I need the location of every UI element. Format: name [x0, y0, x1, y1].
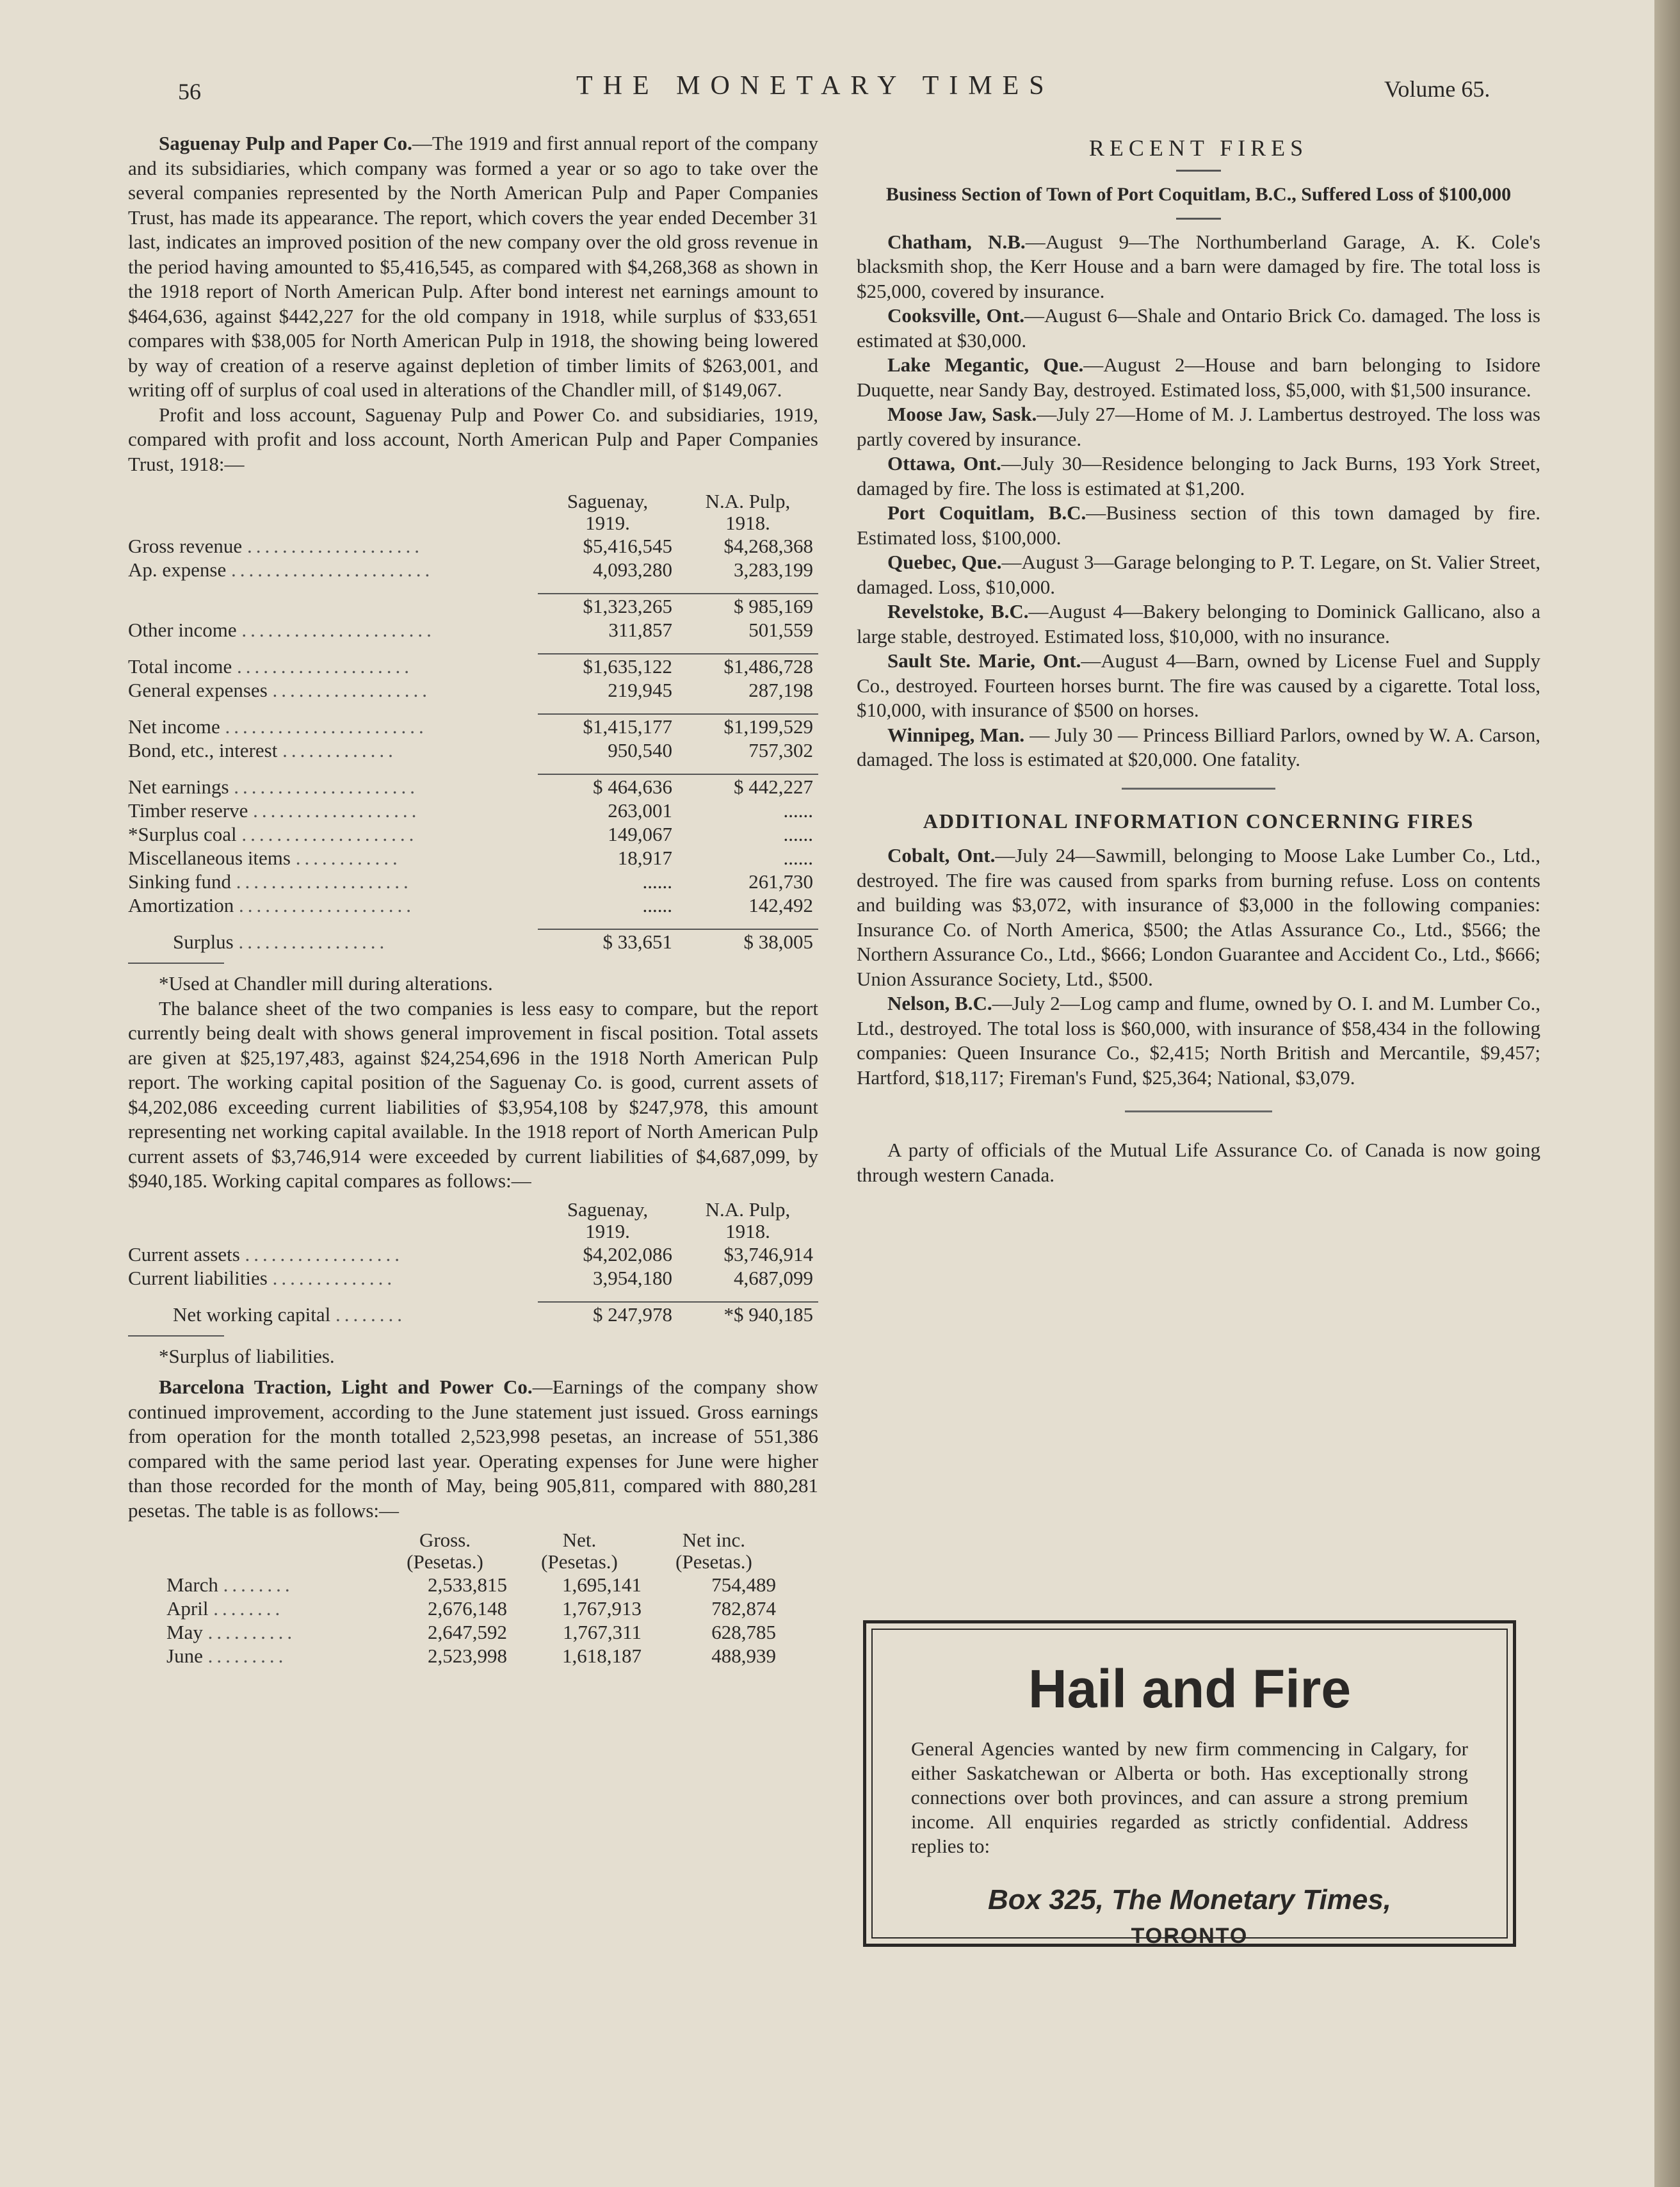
fire-item [857, 501, 1540, 550]
row-label: Total income [128, 655, 232, 678]
row-value: 1,767,311 [563, 1621, 642, 1643]
col-head: Net. [562, 1529, 597, 1551]
row-label: *Surplus coal [128, 823, 237, 845]
row-value: $3,746,914 [723, 1242, 813, 1265]
row-value: 287,198 [748, 679, 813, 701]
table-row: Net working capital ........ $ 247,978 *$ 940,185 [128, 1302, 818, 1326]
fire-place: Sault Ste. Marie, Ont. [887, 649, 1081, 672]
fire-place: Cobalt, Ont. [887, 844, 996, 866]
wc-table-head [128, 1199, 818, 1242]
profit-loss-table [128, 491, 818, 954]
row-value: 219,945 [608, 679, 672, 701]
saguenay-text: —The 1919 and first annual report of the company and its subsidiaries, which company was formed a year or so ago to take over the several companies represented by the North American Pulp and Paper Companies Trust, has made its appearance. The report, which covers the year ended December 31 last, indicates an improved position of the new company over the old gross revenue in the period having amounted to $5,416,545, as compared with $4,268,368 as shown in the 1918 report of North American Pulp. After bond interest net earnings amount to $464,636, against $442,227 for the old company in 1918, while surplus of $33,651 compares with $38,005 for North American Pulp in 1918, the showing being lowered by way of creation of a reserve against depletion of timber limits of $263,001, and writing off of surplus of coal used in alterations of the Chandler mill, of $149,067. [128, 132, 818, 401]
row-value: $4,202,086 [583, 1242, 672, 1265]
fires-subheading: Business Section of Town of Port Coquitlam, B.C., Suffered Loss of $100,000 [885, 183, 1512, 205]
row-value: $1,323,265 [538, 594, 677, 618]
right-column [857, 136, 1540, 1187]
ad-body: General Agencies wanted by new firm commencing in Calgary, for either Saskatchewan or Alberta or both. Has exceptionally strong connections over both provinces, and can assure a strong premium income. All enquiries regarded as strictly confidential. Address replies to: [911, 1737, 1468, 1857]
row-value: 782,874 [711, 1597, 776, 1620]
recent-fires-title: RECENT FIRES [1088, 135, 1309, 161]
row-label: Gross revenue [128, 535, 243, 557]
row-value: $1,199,529 [677, 714, 818, 738]
row-value: 488,939 [711, 1645, 776, 1667]
page-number: 56 [178, 79, 201, 104]
fire-item [857, 843, 1540, 991]
row-label: March [166, 1573, 218, 1596]
ad-title: Hail and Fire [1028, 1659, 1352, 1719]
fire-text: —August 3—Garage belonging to P. T. Legare, on St. Valier Street, damaged. Loss, $10,000. [857, 551, 1540, 598]
masthead: THE MONETARY TIMES [576, 71, 1054, 101]
fire-item [857, 353, 1540, 402]
row-value: $1,635,122 [538, 654, 677, 678]
row-label: April [166, 1597, 209, 1620]
col-head: Net inc. [682, 1529, 746, 1551]
row-value: 4,687,099 [734, 1266, 813, 1289]
left-column [128, 131, 818, 1668]
pl-col1-head-1: Saguenay, [567, 490, 649, 512]
fire-text: —July 27—Home of M. J. Lambertus destroyed. The loss was partly covered by insurance. [857, 403, 1541, 450]
row-value: 1,618,187 [562, 1645, 642, 1667]
working-capital-table [128, 1199, 818, 1326]
table-row: Sinking fund .................... ...... 261,730 [128, 870, 818, 893]
fire-place: Quebec, Que. [887, 551, 1002, 573]
row-value: $ 442,227 [677, 774, 818, 799]
col-head: Gross. [419, 1529, 471, 1551]
fire-item [857, 723, 1540, 772]
col-head-unit: (Pesetas.) [675, 1550, 752, 1573]
section-divider [1122, 788, 1275, 790]
row-value: $1,415,177 [538, 714, 677, 738]
fire-text: —August 4—Bakery belonging to Dominick Gallicano, also a large stable, destroyed. Estimated loss, $10,000, with no insurance. [857, 600, 1540, 647]
fire-place: Winnipeg, Man. [887, 723, 1025, 746]
table-row: Bond, etc., interest ............. 950,540 757,302 [128, 738, 818, 762]
pl-intro: Profit and loss account, Saguenay Pulp and Power Co. and subsidiaries, 1919, compared with profit and loss account, North American Pulp and Paper Companies Trust, 1918:— [128, 403, 818, 475]
pl-footnote: *Used at Chandler mill during alterations. [159, 972, 493, 995]
row-value: ...... [783, 823, 813, 845]
saguenay-heading: Saguenay Pulp and Paper Co. [159, 132, 412, 154]
fire-place: Moose Jaw, Sask. [887, 403, 1037, 425]
page-header [0, 70, 1639, 115]
table-row: Surplus ................. $ 33,651 $ 38,005 [128, 929, 818, 954]
row-value: 18,917 [617, 847, 672, 869]
row-value: 4,093,280 [593, 558, 672, 581]
row-value: 628,785 [711, 1621, 776, 1643]
row-value: 149,067 [608, 823, 672, 845]
row-value: 2,533,815 [428, 1573, 507, 1596]
barcelona-text: —Earnings of the company show continued improvement, according to the June statement just issued. Gross earnings from operation for the month totalled 2,523,998 pesetas, an increase of 551,386 compared with the same period last year. Operating expenses for June were higher than those recorded for the month of May, being 905,811, compared with 880,281 pesetas. The table is as follows:— [128, 1376, 818, 1522]
table-row: Gross revenue .................... $5,416,545 $4,268,368 [128, 534, 818, 558]
row-value: ...... [642, 870, 672, 893]
earnings-table-head [166, 1529, 781, 1573]
table-row: Total income .................... $1,635,122 $1,486,728 [128, 654, 818, 678]
row-value: $ 247,978 [538, 1302, 677, 1326]
additional-info-title: ADDITIONAL INFORMATION CONCERNING FIRES [923, 809, 1474, 833]
ad-box-address: Box 325, The Monetary Times, [987, 1884, 1392, 1915]
fire-text: —Business section of this town damaged by fire. Estimated loss, $100,000. [857, 501, 1541, 549]
volume-label: Volume 65. [1384, 76, 1490, 102]
row-value: $4,268,368 [723, 535, 813, 557]
row-label: June [166, 1645, 203, 1667]
row-label: Current assets [128, 1242, 240, 1265]
mutual-life-note: A party of officials of the Mutual Life Assurance Co. of Canada is now going through western Canada. [857, 1139, 1540, 1186]
subheading-rule [1176, 218, 1221, 220]
table-row: April ........ 2,676,148 1,767,913 782,874 [166, 1597, 781, 1620]
table-row [128, 594, 818, 618]
row-label: Surplus [173, 931, 234, 953]
fire-text: —August 4—Barn, owned by License Fuel and Supply Co., destroyed. Fourteen horses burnt. The fire was caused by a cigarette. Total loss, $10,000, with insurance of $500 on horses. [857, 649, 1540, 721]
row-value: 1,767,913 [562, 1597, 642, 1620]
balance-sheet-text: The balance sheet of the two companies is less easy to compare, but the report currently being dealt with shows general improvement in fiscal position. Total assets are given at $25,197,483, against $24,254,696 in the 1918 North American Pulp report. The working capital position of the Saguenay Co. is good, current assets of $4,202,086 exceeding current liabilities of $3,954,108 by $247,978, this amount representing net working capital available. In the 1918 report of North American Pulp current assets of $3,746,914 were exceeded by current liabilities of $4,687,099, by $940,185. Working capital compares as follows:— [128, 996, 818, 1192]
row-value: 754,489 [711, 1573, 776, 1596]
table-row: Timber reserve ................... 263,001 ...... [128, 799, 818, 822]
row-label: Amortization [128, 894, 234, 916]
fire-item [857, 649, 1540, 723]
row-value: 261,730 [748, 870, 813, 893]
row-value: $ 985,169 [677, 594, 818, 618]
row-value: 263,001 [608, 799, 672, 822]
footnote-rule [128, 963, 224, 964]
fire-item [857, 304, 1540, 353]
wc-col1-head-1: Saguenay, [567, 1198, 649, 1221]
wc-col2-head-2: 1918. [725, 1219, 770, 1242]
row-value: *$ 940,185 [677, 1302, 818, 1326]
table-row: General expenses .................. 219,945 287,198 [128, 678, 818, 702]
fire-text: —July 24—Sawmill, belonging to Moose Lake Lumber Co., Ltd., destroyed. The fire was caused from sparks from burning refuse. Loss on contents and building was $3,072, with insurance of $3,000 in the following companies: Insurance Co. of North America, $500; the Atlas Assurance Co., Ltd., $566; the Northern Assurance Co., Ltd., $666; London Guarantee and Accident Co., Ltd., $666; Union Assurance Society, Ltd., $500. [857, 844, 1540, 990]
table-row: March ........ 2,533,815 1,695,141 754,489 [166, 1573, 781, 1597]
table-row: Net income ....................... $1,415,177 $1,199,529 [128, 714, 818, 738]
col-head-unit: (Pesetas.) [407, 1550, 483, 1573]
table-row: June ......... 2,523,998 1,618,187 488,939 [166, 1644, 781, 1668]
fire-item [857, 550, 1540, 599]
row-value: 950,540 [608, 739, 672, 761]
row-label: Net income [128, 715, 220, 738]
table-row: May .......... 2,647,592 1,767,311 628,785 [166, 1620, 781, 1644]
row-label: Bond, etc., interest [128, 739, 278, 761]
fire-text: — July 30 — Princess Billiard Parlors, owned by W. A. Carson, damaged. The loss is estimated at $20,000. One fatality. [857, 723, 1540, 770]
fire-place: Port Coquitlam, B.C. [887, 501, 1086, 524]
table-row: Miscellaneous items ............ 18,917 ...... [128, 846, 818, 870]
fire-place: Revelstoke, B.C. [887, 600, 1029, 622]
ad-inner-frame [871, 1629, 1508, 1948]
fire-place: Nelson, B.C. [887, 992, 992, 1014]
table-row: Net earnings ..................... $ 464,636 $ 442,227 [128, 774, 818, 799]
fire-place: Lake Megantic, Que. [887, 354, 1084, 376]
table-row: Other income ...................... 311,857 501,559 [128, 618, 818, 642]
row-value: 3,283,199 [734, 558, 813, 581]
row-label: Net working capital [173, 1303, 331, 1326]
title-rule [1176, 170, 1221, 172]
fire-place: Cooksville, Ont. [887, 304, 1025, 327]
pl-col1-head-2: 1919. [585, 512, 630, 534]
row-value: 2,676,148 [428, 1597, 507, 1620]
row-value: 2,647,592 [428, 1621, 507, 1643]
row-label: Current liabilities [128, 1266, 268, 1289]
fire-text: —July 30—Residence belonging to Jack Burns, 193 York Street, damaged by fire. The loss is estimated at $1,200. [857, 452, 1541, 500]
table-row: Current liabilities .............. 3,954,180 4,687,099 [128, 1266, 818, 1290]
footnote-rule [128, 1335, 224, 1337]
row-label: Ap. expense [128, 558, 227, 581]
row-label: Miscellaneous items [128, 847, 291, 869]
row-label: General expenses [128, 679, 268, 701]
row-value: 311,857 [608, 619, 672, 641]
row-value: ...... [783, 799, 813, 822]
row-label: Timber reserve [128, 799, 248, 822]
earnings-table [166, 1529, 781, 1668]
row-value: ...... [783, 847, 813, 869]
fire-text: —August 9—The Northumberland Garage, A. K. Cole's blacksmith shop, the Kerr House and a barn were damaged by fire. The total loss is $25,000, covered by insurance. [857, 230, 1540, 302]
page-binding-edge [1654, 0, 1680, 2187]
row-value: ...... [642, 894, 672, 916]
saguenay-article [128, 131, 818, 403]
pl-col2-head-1: N.A. Pulp, [705, 490, 791, 512]
row-label: Sinking fund [128, 870, 232, 893]
table-row: Current assets .................. $4,202,086 $3,746,914 [128, 1242, 818, 1266]
fire-place: Ottawa, Ont. [887, 452, 1001, 475]
row-label: May [166, 1621, 203, 1643]
fire-text: —August 2—House and barn belonging to Isidore Duquette, near Sandy Bay, destroyed. Estimated loss, $5,000, with $1,500 insurance. [857, 354, 1540, 401]
pl-col2-head-2: 1918. [725, 512, 770, 534]
section-divider [1125, 1110, 1272, 1112]
table-row: Amortization .................... ...... 142,492 [128, 893, 818, 917]
barcelona-article [128, 1375, 818, 1523]
fire-item [857, 991, 1540, 1090]
table-row: *Surplus coal .................... 149,067 ...... [128, 822, 818, 846]
row-value: 2,523,998 [428, 1645, 507, 1667]
wc-footnote: *Surplus of liabilities. [159, 1344, 335, 1367]
col-head-unit: (Pesetas.) [541, 1550, 618, 1573]
row-value: $ 464,636 [538, 774, 677, 799]
wc-col1-head-2: 1919. [585, 1219, 630, 1242]
ad-city: TORONTO [1131, 1924, 1248, 1948]
row-value: 142,492 [748, 894, 813, 916]
pl-table-head [128, 491, 818, 534]
row-value: 1,695,141 [562, 1573, 642, 1596]
row-label: Other income [128, 619, 237, 641]
row-value: 757,302 [748, 739, 813, 761]
row-value: $ 38,005 [677, 929, 818, 954]
fire-text: —July 2—Log camp and flume, owned by O. I. and M. Lumber Co., Ltd., destroyed. The total loss is $60,000, with insurance of $58,434 in the following companies: Queen Insurance Co., $2,415; North British and Mercantile, $9,457; Hartford, $18,117; Fireman's Fund, $25,364; National, $3,079. [857, 992, 1540, 1089]
row-value: 3,954,180 [593, 1266, 672, 1289]
wc-col2-head-1: N.A. Pulp, [705, 1198, 791, 1221]
row-value: $ 33,651 [538, 929, 677, 954]
row-value: 501,559 [748, 619, 813, 641]
fire-place: Chatham, N.B. [887, 230, 1026, 253]
hail-and-fire-advertisement [863, 1620, 1516, 1947]
barcelona-heading: Barcelona Traction, Light and Power Co. [159, 1376, 533, 1398]
fire-item [857, 230, 1540, 304]
fire-text: —August 6—Shale and Ontario Brick Co. damaged. The loss is estimated at $30,000. [857, 304, 1540, 352]
fire-list [857, 230, 1540, 772]
row-value: $5,416,545 [583, 535, 672, 557]
row-label: Net earnings [128, 776, 229, 798]
row-value: $1,486,728 [677, 654, 818, 678]
fire-item [857, 599, 1540, 649]
fire-item [857, 451, 1540, 501]
table-row: Ap. expense ....................... 4,093,280 3,283,199 [128, 558, 818, 581]
fire-item [857, 402, 1540, 451]
